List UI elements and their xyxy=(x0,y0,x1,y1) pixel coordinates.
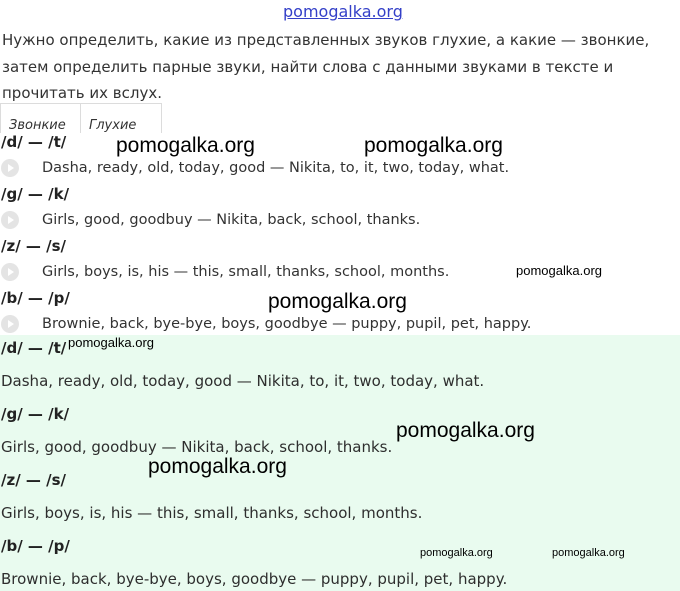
audio-row xyxy=(0,157,509,179)
answer-text: Brownie, back, bye-bye, boys, goodbye — puppy, pupil, pet, happy. xyxy=(1,570,508,588)
watermark: pomogalka.org xyxy=(116,134,255,157)
tab-voiceless[interactable]: Глухие xyxy=(89,118,137,133)
tab-voiced[interactable]: Звонкие xyxy=(1,104,81,133)
audio-row xyxy=(0,209,420,231)
audio-row xyxy=(0,261,449,283)
site-link[interactable]: pomogalka.org xyxy=(283,2,403,21)
answer-heading: /z/ — /s/ xyxy=(1,471,67,489)
watermark: pomogalka.org xyxy=(68,335,154,350)
play-icon[interactable] xyxy=(1,263,19,281)
pair-words: Brownie, back, bye-bye, boys, goodbye — puppy, pupil, pet, happy. xyxy=(42,316,532,332)
answer-tabs xyxy=(0,103,162,133)
task-description: Нужно определить, какие из представленных звуков глухие, а какие — звонкие, затем определить парные звуки, найти слова с данными звуками в тексте и прочитать их вслух. xyxy=(2,31,650,102)
watermark: pomogalka.org xyxy=(552,547,625,559)
answer-text: Dasha, ready, old, today, good — Nikita, to, it, two, today, what. xyxy=(1,372,485,390)
watermark: pomogalka.org xyxy=(364,134,503,157)
pair-words: Dasha, ready, old, today, good — Nikita, to, it, two, today, what. xyxy=(42,160,510,176)
audio-row xyxy=(0,313,531,335)
pair-words: Girls, good, goodbuy — Nikita, back, school, thanks. xyxy=(42,212,421,228)
watermark: pomogalka.org xyxy=(148,455,287,478)
answer-text: Girls, boys, is, his — this, small, thanks, school, months. xyxy=(1,504,423,522)
pair-words: Girls, boys, is, his — this, small, thanks, school, months. xyxy=(42,264,450,280)
play-icon[interactable] xyxy=(1,211,19,229)
play-icon[interactable] xyxy=(1,159,19,177)
answer-heading: /g/ — /k/ xyxy=(1,405,70,423)
answer-heading: /d/ — /t/ xyxy=(1,339,67,357)
play-icon[interactable] xyxy=(1,315,19,333)
pair-heading: /d/ — /t/ xyxy=(1,133,67,151)
answer-heading: /b/ — /p/ xyxy=(1,537,70,555)
watermark: pomogalka.org xyxy=(396,419,535,442)
pair-heading: /z/ — /s/ xyxy=(1,237,67,255)
watermark: pomogalka.org xyxy=(268,290,407,313)
watermark: pomogalka.org xyxy=(516,263,602,278)
watermark: pomogalka.org xyxy=(420,547,493,559)
pair-heading: /b/ — /p/ xyxy=(1,289,70,307)
pair-heading: /g/ — /k/ xyxy=(1,185,70,203)
answer-text: Girls, good, goodbuy — Nikita, back, school, thanks. xyxy=(1,438,393,456)
